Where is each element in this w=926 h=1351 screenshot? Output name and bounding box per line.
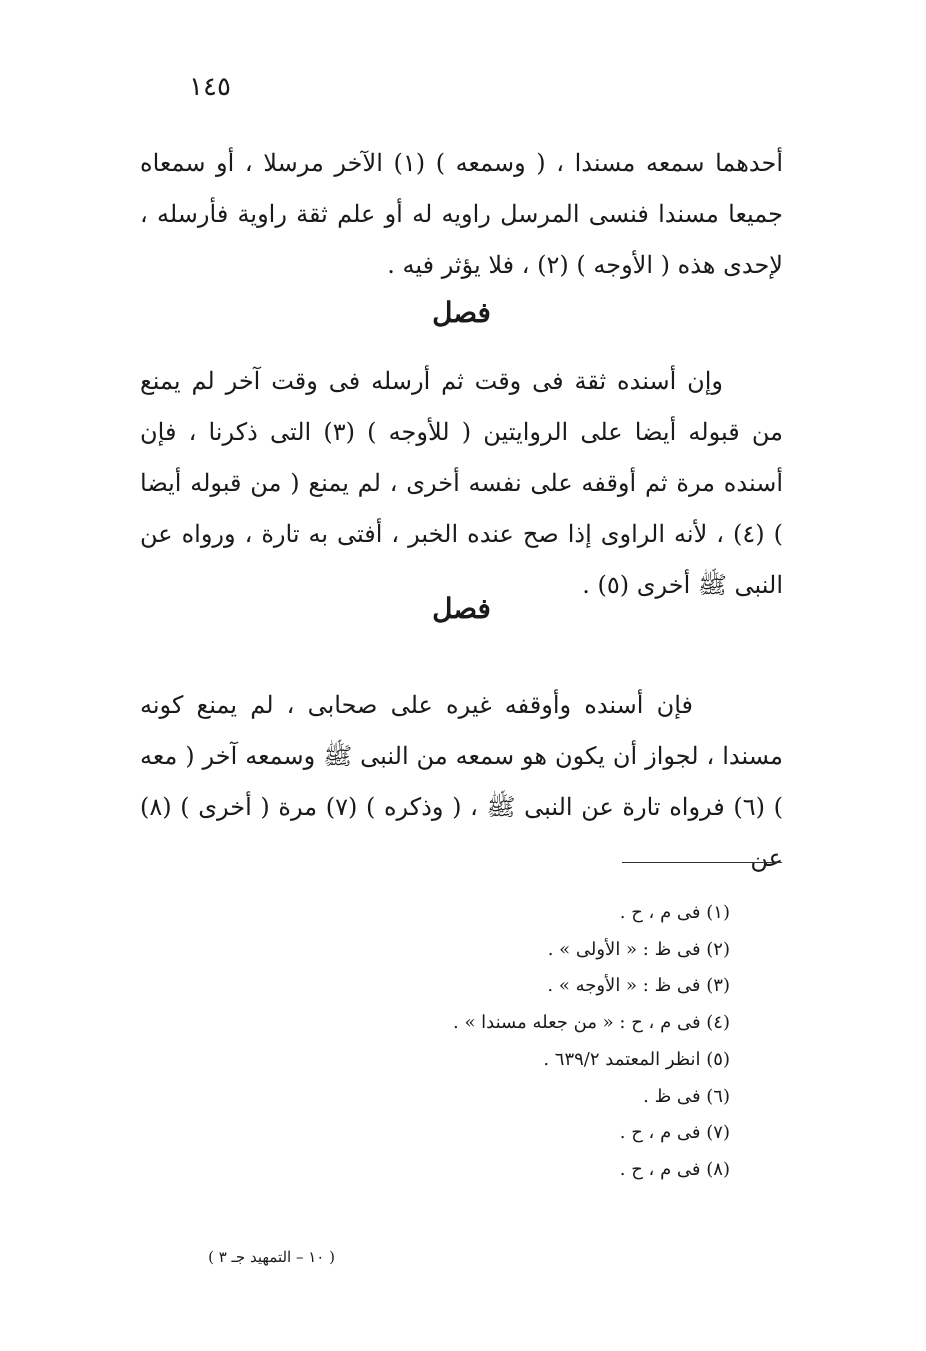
paragraph-3: فإن أسنده وأوقفه غيره على صحابى ، لم يمنع كونه مسندا ، لجواز أن يكون هو سمعه من النبى ﷺ وسمعه آخر ( معه ) (٦) فرواه تارة عن النبى ﷺ ، ( وذكره ) (٧) مرة ( أخرى ) (٨) عن	[140, 691, 783, 872]
paragraph-2: وإن أسنده ثقة فى وقت ثم أرسله فى وقت آخر لم يمنع من قبوله أيضا على الروايتين ( للأوجه ) (٣) التى ذكرنا ، فإن أسنده مرة ثم أوقفه على نفسه أخرى ، لم يمنع ( من قبوله أيضا ) (٤) ، لأنه الراوى إذا صح عنده الخبر ، أفتى به تارة ، ورواه عن النبى ﷺ أخرى (٥) .	[140, 367, 784, 599]
book-signature-mark: ( ١٠ – التمهيد جـ ٣ )	[208, 1248, 335, 1266]
footnotes-list	[300, 895, 730, 1189]
section-heading-1: فصل	[432, 296, 491, 329]
footnote-divider	[622, 862, 782, 863]
footnote-item: (٢) فى ظ : « الأولى » .	[547, 938, 730, 960]
section-heading-2: فصل	[432, 592, 491, 625]
footnote-item: (٧) فى م ، ح .	[619, 1122, 730, 1144]
footnote-item: (٨) فى م ، ح .	[619, 1158, 730, 1180]
footnote-item: (٤) فى م ، ح : « من جعله مسندا » .	[453, 1012, 730, 1034]
footnote-item: (١) فى م ، ح .	[619, 902, 730, 923]
paragraph-1: أحدهما سمعه مسندا ، ( وسمعه ) (١) الآخر مرسلا ، أو سمعاه جميعا مسندا فنسى المرسل راويه له أو علم ثقة راوية فأرسله ، لإحدى هذه ( الأوجه ) (٢) ، فلا يؤثر فيه .	[140, 149, 784, 279]
footnote-item: (٥) انظر المعتمد ٦٣٩/٢ .	[543, 1048, 730, 1070]
footnote-item: (٦) فى ظ .	[643, 1085, 730, 1107]
page-number: ١٤٥	[189, 72, 231, 102]
footnote-item: (٣) فى ظ : « الأوجه » .	[547, 975, 730, 997]
